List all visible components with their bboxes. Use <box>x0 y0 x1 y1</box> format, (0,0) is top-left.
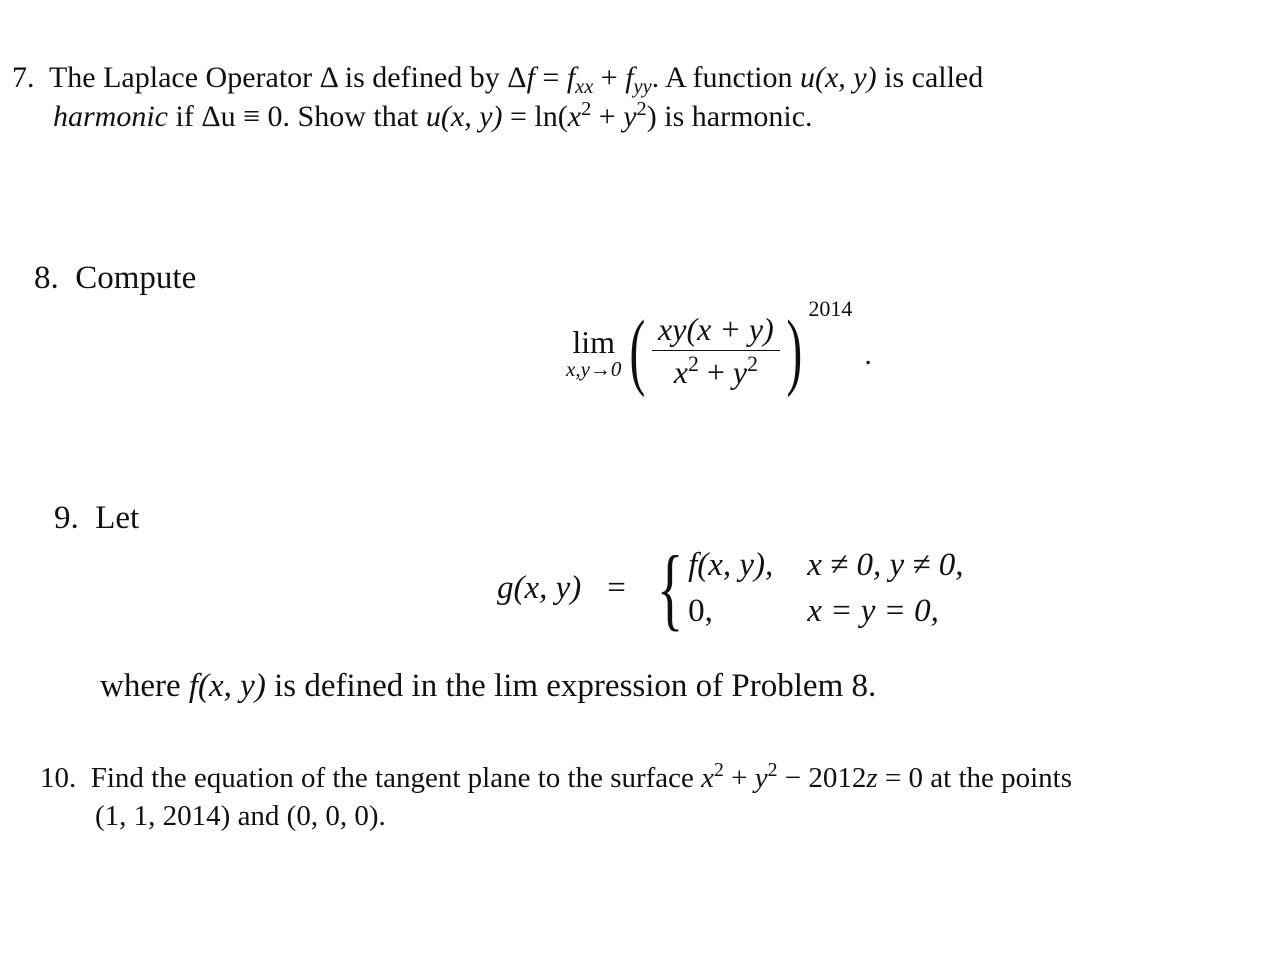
cases <box>688 542 963 634</box>
harmonic-term: harmonic <box>53 100 168 133</box>
problem-number: 7. <box>12 61 35 94</box>
problem-number: 10. <box>40 762 77 794</box>
problem-9-note: where f(x, y) is defined in the lim expression of Problem 8. <box>100 668 877 704</box>
denominator: $x^2 + y^2$ <box>673 351 758 390</box>
exponent: 2014 <box>808 296 853 321</box>
limit-expression <box>566 296 872 400</box>
piecewise-definition: g(x, y) = { f(x, y), x ≠ 0, y ≠ 0, 0, x = y = 0, <box>497 537 964 639</box>
problem-7-line-1: 7. The Laplace Operator Δ is defined by $\Delta f = f_{xx} + f_{yy}$. A function u(x, y) is called <box>12 61 984 99</box>
problem-8-heading: 8. Compute <box>34 260 197 296</box>
problem-10-line-2: (1, 1, 2014) and (0, 0, 0). <box>95 800 386 832</box>
right-paren: ) <box>786 302 802 398</box>
left-brace: { <box>656 537 684 639</box>
case-2-value: 0, <box>688 593 713 629</box>
left-paren: ( <box>629 302 646 398</box>
period: . <box>864 338 872 371</box>
g-function: g(x, y) <box>497 569 582 606</box>
lim-operator: lim x,y→0 <box>566 324 622 381</box>
delta-symbol: Δ <box>319 61 338 94</box>
problem-number: 8. <box>34 260 59 296</box>
fraction <box>652 311 780 390</box>
problem-9-heading: 9. Let <box>54 500 140 536</box>
case-2-condition: x = y = 0, <box>807 593 939 629</box>
case-1-value: f(x, y), <box>688 547 774 583</box>
problem-7-line-2: harmonic if Δu ≡ 0. Show that u(x, $y) = \ln(x^2 + y^2)$ is harmonic. <box>53 97 813 133</box>
problem-10-line-1: 10. Find the equation of the tangent plane to the surface $x^2 + y^2 - 2012z = 0$ at the points <box>40 759 1073 794</box>
problem-number: 9. <box>54 500 79 536</box>
case-1-condition: x ≠ 0, y ≠ 0, <box>807 547 964 583</box>
numerator: xy(x + y) <box>652 311 780 351</box>
